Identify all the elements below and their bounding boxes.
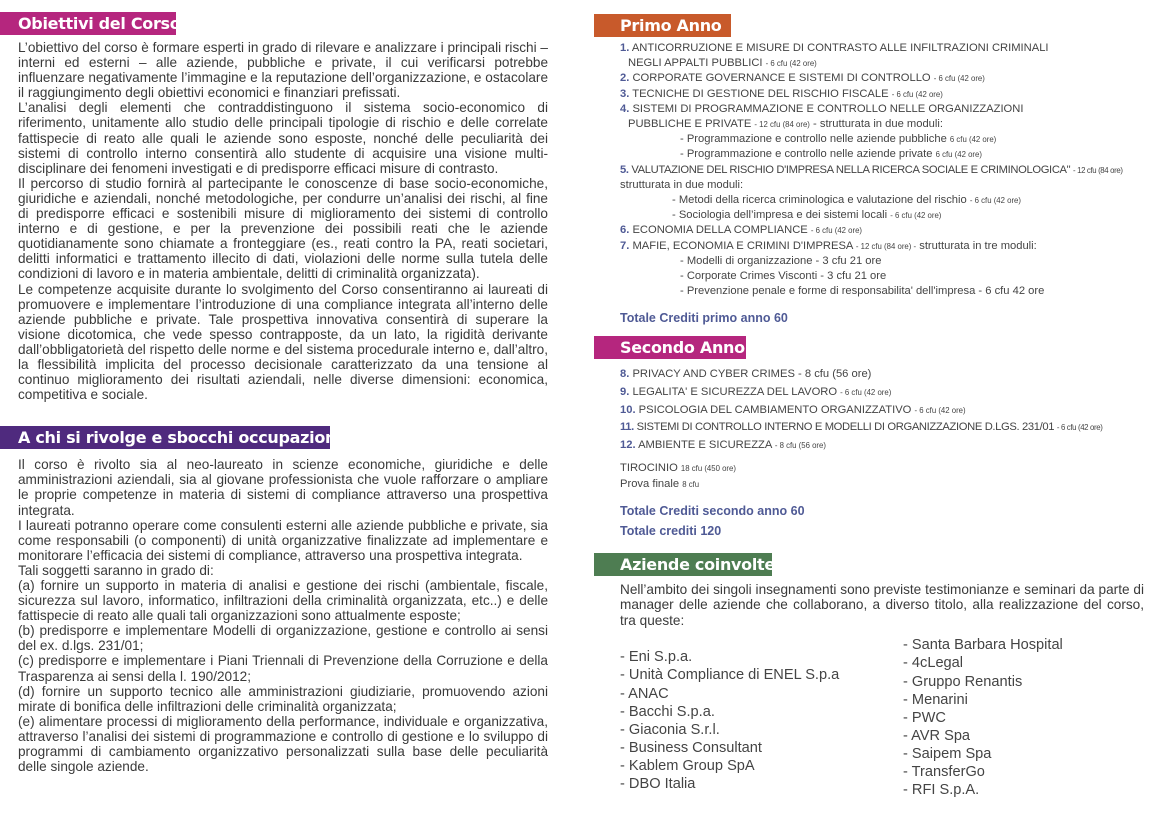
- course-number: 5.: [620, 163, 629, 176]
- module: [620, 132, 1123, 147]
- total-credits-first-year: Totale Crediti primo anno 60: [620, 311, 788, 326]
- course-number: 2.: [620, 72, 630, 85]
- course-12: [620, 438, 1102, 456]
- course-11: [620, 420, 1102, 438]
- company-item: - PWC: [903, 709, 946, 726]
- company-item: - AVR Spa: [903, 727, 971, 744]
- course-number: 1.: [620, 42, 630, 54]
- module: - Corporate Crimes Visconti - 3 cfu 21 ore: [680, 270, 887, 283]
- section-header-primo-anno: Primo Anno: [594, 14, 731, 37]
- course-title: ANTICORRUZIONE E MISURE DI CONTRASTO ALLE INFILTRAZIONI CRIMINALI: [631, 42, 1049, 54]
- course-credits: - 6 cfu (42 ore): [765, 59, 817, 69]
- course-title: MAFIE, ECONOMIA E CRIMINI D'IMPRESA: [632, 239, 853, 252]
- module-title: - Metodi della ricerca criminologica e valutazione del rischio: [672, 194, 967, 207]
- module: - Modelli di organizzazione - 3 cfu 21 ore: [680, 254, 882, 267]
- course-note: strutturata in tre moduli:: [919, 239, 1037, 252]
- course-title: PSICOLOGIA DEL CAMBIAMENTO ORGANIZZATIVO: [638, 403, 912, 416]
- company-item: - 4cLegal: [903, 655, 964, 672]
- company-item: - TransferGo: [903, 763, 985, 780]
- course-4: [620, 102, 1123, 117]
- paragraph: (c) predisporre e implementare i Piani Triennali di Prevenzione della Corruzione e della Trasparenza ai sensi della l. 190/2012;: [18, 653, 548, 684]
- course-9: [620, 385, 1102, 403]
- course-8: [620, 367, 1102, 385]
- course-title: TECNICHE DI GESTIONE DEL RISCHIO FISCALE: [632, 87, 889, 100]
- company-item: - Eni S.p.a.: [620, 649, 693, 666]
- aziende-intro: Nell’ambito dei singoli insegnamenti sono previste testimonianze e seminari da parte di manager delle aziende che collaborano, a diverso titolo, alla realizzazione del corso, tra queste:: [620, 581, 1144, 628]
- section-header-aziende: Aziende coinvolte: [594, 553, 772, 576]
- section-header-obiettivi: Obiettivi del Corso: [0, 12, 176, 35]
- course-number: 9.: [620, 386, 630, 399]
- paragraph: L’analisi degli elementi che contraddistinguono il sistema socio-economico di riferimento, unitamente allo studio delle principali tipologie di rischio e delle correlate fattispecie di reato alle quali le aziende sono esposte, nonché delle peculiarità dei sistemi di controllo interno consentirà allo studente di acquisire una visione multi-disciplinare dei fenomeni investigati e di predisporre efficaci misure di contrasto.: [18, 100, 548, 176]
- section-header-secondo-anno: Secondo Anno: [594, 336, 746, 359]
- course-title: PUBBLICHE E PRIVATE: [628, 118, 752, 131]
- company-item: - DBO Italia: [620, 775, 696, 792]
- paragraph: Il percorso di studio fornirà al partecipante le conoscenze di base socio-economiche, giuridiche e aziendali, nonché metodologiche, per condurre un’analisi dei rischi, al fine di predisporre efficaci e sostenibili misure di miglioramento dei sistemi di controllo interno e di gestione, e per la prevenzione dei possibili reati che le aziende quotidianamente sono chiamate a fronteggiare (es., reati contro la PA, reati societari, delitti informatici e trattamento illecito di dati, violazioni delle norme sulla tutela delle condizioni di lavoro e in materia ambientale, delitti di criminalità organizzata).: [18, 175, 548, 282]
- course-credits: - 6 cfu (42 ore): [891, 89, 943, 99]
- tirocinio: [620, 461, 1102, 476]
- left-column: [0, 12, 548, 774]
- course-number: 10.: [620, 403, 636, 416]
- course-number: 8.: [620, 368, 630, 381]
- course-credits: - 6 cfu (42 ore): [810, 226, 863, 236]
- course-title: VALUTAZIONE DEL RISCHIO D'IMPRESA NELLA RICERCA SOCIALE E CRIMINOLOGICA": [631, 163, 1071, 176]
- paragraph: Tali soggetti saranno in grado di:: [18, 562, 214, 578]
- company-item: - Saipem Spa: [903, 745, 992, 762]
- module-credits: - 6 cfu (42 ore): [890, 211, 942, 221]
- paragraph: (e) alimentare processi di miglioramento della performance, individuale e organizzativa, attraverso l’analisi dei sistemi di programmazione e controllo di gestione e lo sviluppo di programmi di cambiamento organizzativo personalizzati sulla base delle peculiarità delle singole aziende.: [18, 713, 548, 775]
- module: [620, 193, 1123, 208]
- paragraph: Il corso è rivolto sia al neo-laureato in scienze economiche, giuridiche e delle amministrazioni aziendali, sia al giovane professionista che vuole rafforzare o ampliare le proprie competenze in materia di sistemi di compliance attraverso una prospettiva integrata.: [18, 457, 548, 518]
- course-number: 4.: [620, 102, 630, 115]
- course-number: 12.: [620, 438, 636, 451]
- course-6: [620, 223, 1123, 238]
- section-header-a-chi-si-rivolge: A chi si rivolge e sbocchi occupazionali: [0, 426, 330, 449]
- course-credits: - 6 cfu (42 ore): [840, 388, 892, 398]
- aziende-list-left: [620, 648, 903, 793]
- module-title: - Programmazione e controllo nelle aziende private: [680, 148, 933, 161]
- course-title: SISTEMI DI PROGRAMMAZIONE E CONTROLLO NELLE ORGANIZZAZIONI: [632, 102, 1024, 115]
- paragraph: (b) predisporre e implementare Modelli di organizzazione, gestione e controllo ai sensi del ex. d.lgs. 231/01;: [18, 623, 548, 654]
- course-number: 11.: [620, 421, 634, 434]
- course-credits: - 12 cfu (84 ore) -: [855, 241, 917, 251]
- course-number: 7.: [620, 239, 630, 252]
- course-number: 3.: [620, 87, 630, 100]
- course-2: [620, 71, 1123, 86]
- prova-credits: 8 cfu: [682, 479, 700, 489]
- company-item: - Giaconia S.r.l.: [620, 721, 720, 738]
- module-credits: 6 cfu (42 ore): [935, 150, 982, 160]
- course-title: ECONOMIA DELLA COMPLIANCE: [632, 224, 808, 237]
- course-credits: - 6 cfu (42 ore): [1056, 423, 1103, 433]
- course-title: SISTEMI DI CONTROLLO INTERNO E MODELLI DI ORGANIZZAZIONE D.LGS. 231/01: [636, 421, 1055, 434]
- module-credits: 6 cfu (42 ore): [949, 135, 997, 145]
- module: [620, 147, 1123, 162]
- primo-anno-courses: [594, 41, 1123, 326]
- course-note: - strutturata in due moduli:: [813, 118, 943, 131]
- module-title: - Programmazione e controllo nelle aziende pubbliche: [680, 133, 947, 146]
- company-item: - ANAC: [620, 685, 669, 702]
- course-7: [620, 239, 1123, 254]
- secondo-anno-courses: [594, 367, 1102, 538]
- course-10: [620, 403, 1102, 421]
- course-title: CORPORATE GOVERNANCE E SISTEMI DI CONTROLLO: [632, 72, 931, 85]
- prova-label: Prova finale: [620, 477, 680, 490]
- total-credits-second-year: Totale Crediti secondo anno 60: [620, 503, 805, 518]
- company-item: - Business Consultant: [620, 739, 762, 756]
- module: - Prevenzione penale e forme di responsabilita' dell'impresa - 6 cfu 42 ore: [680, 285, 1045, 298]
- course-1-cont: [620, 56, 1123, 71]
- course-5: [620, 163, 1123, 178]
- obiettivi-text: [18, 40, 548, 402]
- company-item: - Unità Compliance di ENEL S.p.a: [620, 667, 840, 684]
- aziende-list-right: [903, 636, 1063, 799]
- company-item: - Bacchi S.p.a.: [620, 703, 715, 720]
- course-3: [620, 87, 1123, 102]
- course-1: [620, 41, 1123, 56]
- company-item: - Santa Barbara Hospital: [903, 637, 1063, 654]
- company-item: - Kablem Group SpA: [620, 757, 755, 774]
- course-4-cont: [620, 117, 1123, 132]
- course-5-note: strutturata in due moduli:: [620, 178, 744, 191]
- company-item: - Menarini: [903, 691, 968, 708]
- course-credits: - 6 cfu (42 ore): [914, 405, 966, 415]
- module-title: - Sociologia dell’impresa e dei sistemi locali: [672, 209, 888, 222]
- paragraph: (d) fornire un supporto tecnico alle amministrazioni giudiziarie, promuovendo azioni mirate di bonifica delle infiltrazioni delle criminalità organizzata;: [18, 683, 548, 714]
- course-title: PRIVACY AND CYBER CRIMES - 8 cfu (56 ore): [632, 368, 872, 381]
- aziende-lists: [594, 636, 1063, 799]
- prova-finale: [620, 477, 1102, 492]
- paragraph: L’obiettivo del corso è formare esperti in grado di rilevare e analizzare i principali rischi – interni ed esterni – alle aziende, pubbliche e private, il cui verificarsi potrebbe influenzare negativamente l’immagine e la reputazione dell’organizzazione, e ostacolare il raggiungimento degli obiettivi economici e finanziari prefissati.: [18, 40, 548, 101]
- company-item: - Gruppo Renantis: [903, 673, 1023, 690]
- paragraph: (a) fornire un supporto in materia di analisi e gestione dei rischi (ambientale, fiscale, sicurezza sul lavoro, informatico, infiltrazioni della criminalità organizzata, etc..) e delle fattispecie di reato alle quali tali organizzazioni sono attualmente esposte;: [18, 578, 548, 624]
- tirocinio-label: TIROCINIO: [620, 462, 678, 475]
- course-credits: - 8 cfu (56 ore): [774, 440, 826, 450]
- paragraph: Le competenze acquisite durante lo svolgimento del Corso consentiranno ai laureati di promuovere e implementare l’introduzione di una compliance integrata all’interno delle aziende pubbliche e private. Tale prospettiva innovativa consentirà di superare la visione dicotomica, che vede spesso contrapposte, da un lato, la rigidità derivante dall’obbligatorietà del rispetto delle norme e del sistema procedurale interno e, dall’altro, la flessibilità implicita del processo decisionale caratterizzato da una tensione al continuo miglioramento dei risultati aziendali, nelle diverse dimensioni: economica, competitiva e sociale.: [18, 281, 548, 403]
- right-column: [594, 14, 1154, 799]
- course-number: 6.: [620, 224, 630, 237]
- module-credits: - 6 cfu (42 ore): [969, 196, 1021, 206]
- course-title: NEGLI APPALTI PUBBLICI: [628, 57, 763, 70]
- course-credits: - 12 cfu (84 ore): [754, 120, 810, 130]
- course-title: LEGALITA' E SICUREZZA DEL LAVORO: [632, 386, 838, 399]
- course-credits: - 6 cfu (42 ore): [933, 74, 985, 84]
- module: [620, 208, 1123, 223]
- company-item: - RFI S.p.A.: [903, 782, 980, 799]
- a-chi-text: [18, 457, 548, 774]
- total-credits: Totale crediti 120: [620, 523, 722, 538]
- tirocinio-credits: 18 cfu (450 ore): [680, 464, 736, 474]
- paragraph: I laureati potranno operare come consulenti esterni alle aziende pubbliche e private, sia come responsabili (o componenti) di unità organizzative finalizzate ad implementare e monitorare l’efficacia dei sistemi di compliance, attraverso una prospettiva integrata.: [18, 517, 548, 563]
- course-credits: - 12 cfu (84 ore): [1073, 165, 1123, 175]
- course-title: AMBIENTE E SICUREZZA: [638, 438, 772, 451]
